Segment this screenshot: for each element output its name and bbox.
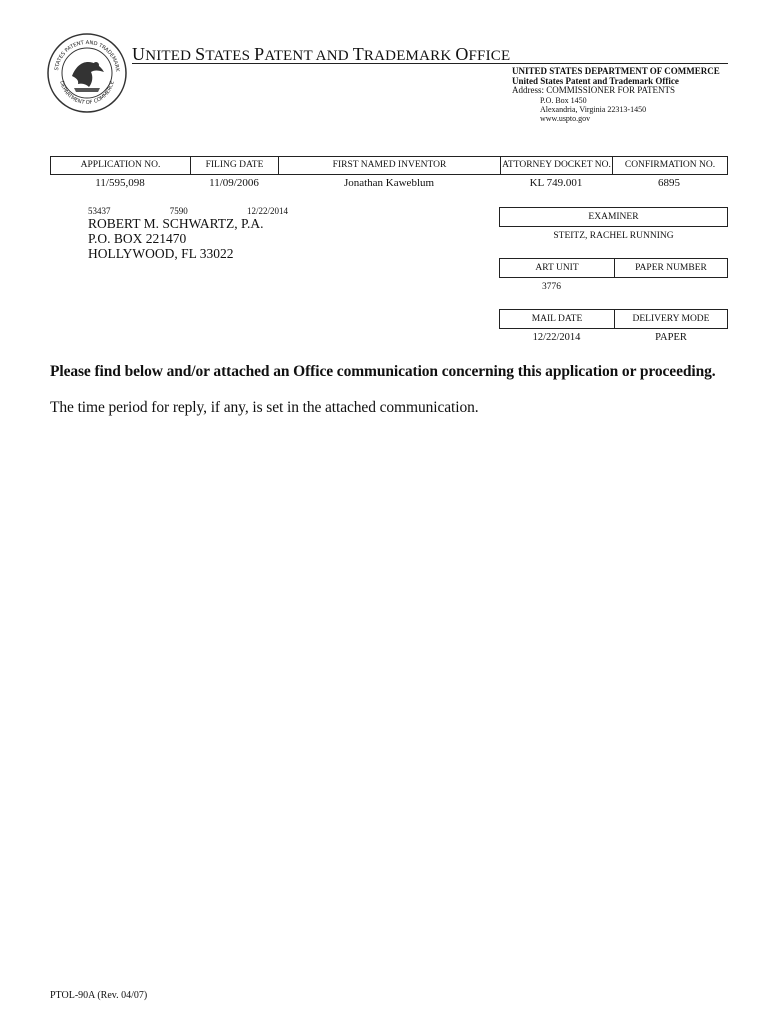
department-name: UNITED STATES DEPARTMENT OF COMMERCE	[512, 66, 720, 76]
header-divider	[132, 63, 728, 64]
first-named-inventor-value: Jonathan Kaweblum	[343, 177, 435, 189]
correspondence-date: 12/22/2014	[246, 206, 288, 216]
art-unit-value: 3776	[542, 282, 561, 292]
examiner-name: STEITZ, RACHEL RUNNING	[553, 231, 674, 241]
header-application-no: APPLICATION NO.	[51, 157, 191, 174]
mail-header-box	[499, 309, 728, 329]
application-info-table-header	[50, 156, 728, 175]
address-name: ROBERT M. SCHWARTZ, P.A.	[88, 216, 264, 231]
uspto-seal-icon	[46, 32, 128, 114]
correspondence-code: 7590	[169, 206, 188, 216]
seal-text-bottom: DEPARTMENT OF COMMERCE	[58, 80, 116, 107]
mail-date-value: 12/22/2014	[532, 332, 581, 343]
form-code: PTOL-90A (Rev. 04/07)	[50, 990, 148, 1001]
mail-date-label: MAIL DATE	[500, 310, 615, 328]
seal-text-top: STATES PATENT AND TRADEMARK	[54, 39, 121, 73]
art-unit-label: ART UNIT	[500, 259, 615, 277]
address-street: P.O. BOX 221470	[88, 231, 187, 246]
mail-values	[499, 332, 728, 343]
office-title-part: NITED	[145, 48, 196, 64]
header-attorney-docket-no: ATTORNEY DOCKET NO.	[501, 157, 613, 174]
application-no-value: 11/595,098	[95, 177, 145, 189]
examiner-label-box: EXAMINER	[499, 207, 728, 227]
office-title-part: ATENT AND	[264, 48, 353, 64]
office-communication-notice: Please find below and/or attached an Office communication concerning this application or proceeding.	[50, 363, 716, 380]
office-title-part: RADEMARK	[363, 48, 456, 64]
office-name: United States Patent and Trademark Office	[512, 75, 679, 86]
address-line: Alexandria, Virginia 22313-1450	[540, 104, 647, 114]
office-title-part: T	[352, 44, 364, 64]
delivery-mode-value: PAPER	[655, 332, 687, 343]
office-title-part: FFICE	[468, 48, 511, 64]
confirmation-no-value: 6895	[658, 177, 680, 189]
delivery-mode-label: DELIVERY MODE	[632, 314, 710, 324]
customer-number: 53437	[88, 206, 111, 216]
department-address-block	[512, 67, 720, 123]
header-filing-date: FILING DATE	[191, 157, 279, 174]
address-label: Address: COMMISSIONER FOR PATENTS	[512, 85, 675, 96]
office-title-part: S	[195, 44, 206, 64]
reply-period-text: The time period for reply, if any, is set in the attached communication.	[50, 399, 479, 416]
application-info-values	[50, 177, 728, 189]
correspondence-codes	[88, 206, 288, 216]
website-link[interactable]: www.uspto.gov	[540, 113, 591, 123]
office-title	[132, 44, 510, 65]
address-line: P.O. Box 1450	[540, 95, 587, 105]
office-title-part: P	[254, 44, 265, 64]
correspondence-address	[88, 216, 264, 261]
office-title-part: U	[132, 44, 146, 64]
header-confirmation-no: CONFIRMATION NO.	[624, 160, 716, 170]
header-first-named-inventor: FIRST NAMED INVENTOR	[279, 157, 501, 174]
address-city: HOLLYWOOD, FL 33022	[88, 246, 234, 261]
filing-date-value: 11/09/2006	[209, 177, 259, 189]
office-title-part: O	[455, 44, 469, 64]
office-title-part: TATES	[205, 48, 255, 64]
paper-number-label: PAPER NUMBER	[635, 263, 707, 273]
art-unit-header-box	[499, 258, 728, 278]
attorney-docket-no-value: KL 749.001	[529, 177, 583, 189]
